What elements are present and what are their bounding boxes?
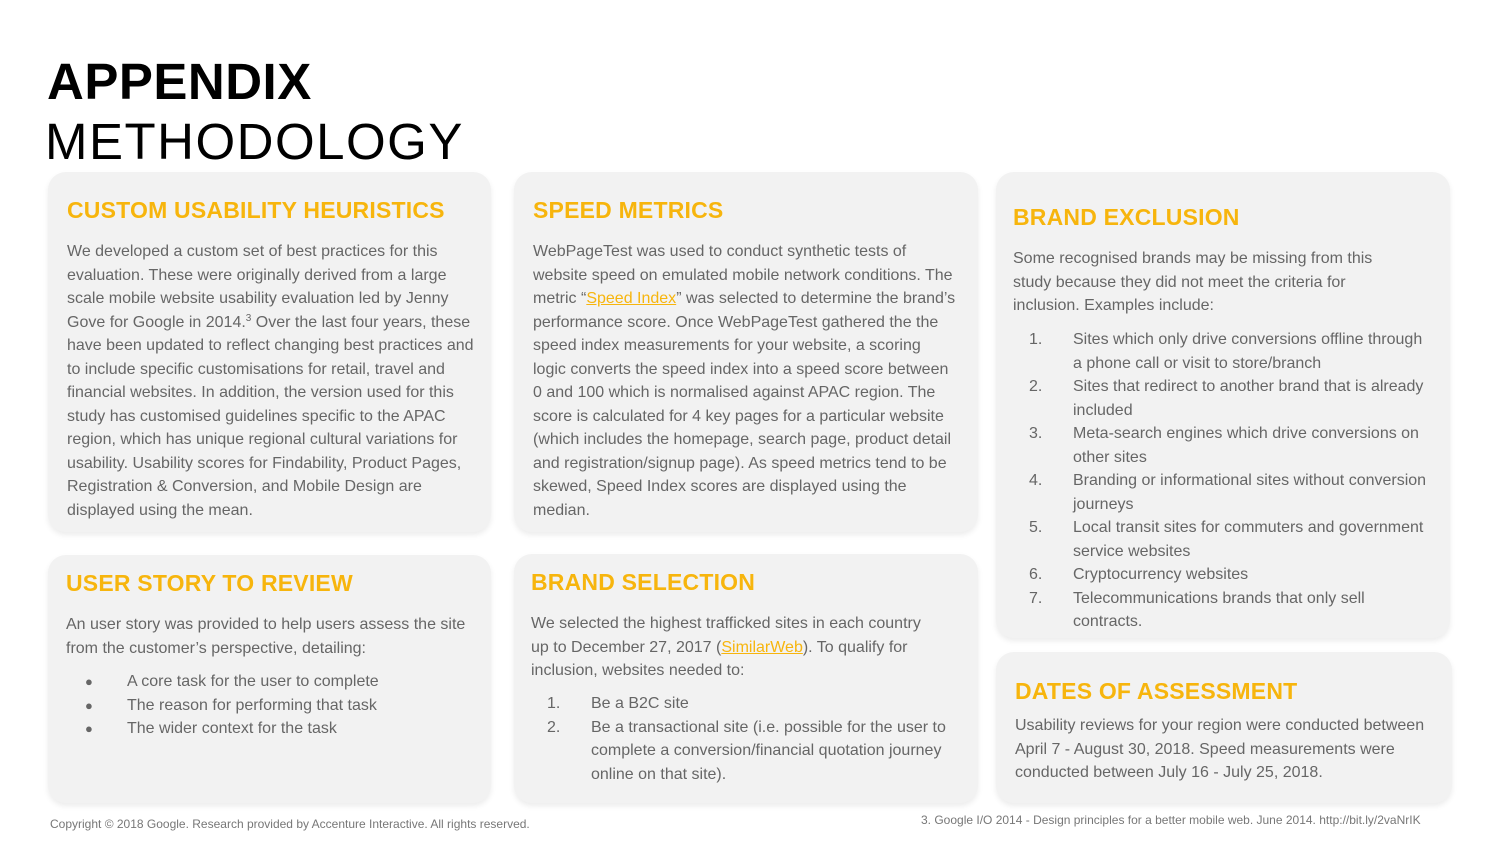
speed-metrics-text (533, 240, 958, 522)
speed-text-b: ” was selected to determine the brand’s performance score. Once WebPageTest gathered the the speed index measurements for your website, a scoring logic converts the speed index into a speed score between 0 and 100 which is normalised against APAC region. The score is calculated for 4 key pages for a particular website (which includes the homepage, search page, product detail and registration/signup page). As speed metrics tend to be skewed, Speed Index scores are displayed using the median. (533, 290, 956, 519)
dates-text: Usability reviews for your region were conducted between April 7 - August 30, 2018. Speed measurements were conducted between July 16 - July 25, 2018. (1015, 717, 1425, 781)
copyright: Copyright © 2018 Google. Research provided by Accenture Interactive. All rights reserved. (50, 817, 530, 831)
brand-exclusion-card (996, 172, 1450, 638)
heuristics-card (48, 172, 491, 532)
speed-metrics-card (514, 172, 978, 532)
list-item: 1. Sites which only drive conversions offline through a phone call or visit to store/branch (1029, 331, 1423, 372)
bullet-icon: ● (85, 697, 93, 713)
bullet-icon: ● (85, 721, 93, 736)
similarweb-link[interactable]: SimilarWeb (721, 638, 803, 656)
page-subtitle: METHODOLOGY (45, 113, 464, 170)
heuristics-text (67, 240, 477, 522)
brand-exclusion-list (1013, 328, 1433, 634)
list-item: ● The reason for performing that task (67, 694, 467, 718)
brand-exclusion-intro: Some recognised brands may be missing from this study because they did not meet the criteria for inclusion. Examples include: (1013, 250, 1373, 314)
list-item: 1. Be a B2C site (547, 695, 689, 712)
brand-selection-text: We selected the highest trafficked sites in each country up to December 27, 2017 (SimilarWeb). To qualify for inclusion, websites needed to: (531, 615, 921, 679)
heuristics-title: CUSTOM USABILITY HEURISTICS (67, 197, 445, 223)
footnote-ref: 3 (245, 312, 252, 324)
dates-card (996, 652, 1452, 803)
footnote: 3. Google I/O 2014 - Design principles for a better mobile web. June 2014. http://bit.ly/2vaNrIK (921, 813, 1421, 827)
list-item: 3. Meta-search engines which drive conversions on other sites (1029, 425, 1419, 466)
brand-exclusion-title: BRAND EXCLUSION (1013, 204, 1240, 230)
list-item: 7. Telecommunications brands that only sell contracts. (1029, 589, 1365, 630)
speed-text-a: WebPageTest was used to conduct synthetic tests of website speed on emulated mobile network conditions. The metric “ (533, 243, 953, 307)
user-story-title: USER STORY TO REVIEW (66, 570, 353, 596)
list-item: 5. Local transit sites for commuters and government service websites (1029, 519, 1424, 560)
list-item: 6. Cryptocurrency websites (1029, 566, 1249, 583)
user-story-card (48, 555, 491, 803)
heuristics-text-b: Over the last four years, these have been updated to reflect changing best practices and to include specific customisations for retail, travel and financial websites. In addition, the version used for this study has customised guidelines specific to the APAC region, which has unique regional cultural variations for usability. Usability scores for Findability, Product Pages, Registration & Conversion, and Mobile Design are displayed using the mean. (67, 313, 474, 519)
list-item: ● The wider context for the task (67, 717, 467, 741)
page-title: APPENDIX (47, 53, 312, 110)
user-story-intro: An user story was provided to help users assess the site from the customer’s perspective, detailing: (66, 616, 466, 657)
heuristics-text-a: We developed a custom set of best practices for this evaluation. These were originally derived from a large scale mobile website usability evaluation led by Jenny Gove for Google in 2014. (67, 243, 449, 331)
list-item: 2. Sites that redirect to another brand that is already included (1029, 378, 1424, 419)
speed-metrics-title: SPEED METRICS (533, 197, 724, 223)
user-story-list (67, 670, 467, 741)
dates-title: DATES OF ASSESSMENT (1015, 678, 1298, 704)
list-item: 4. Branding or informational sites without conversion journeys (1029, 472, 1427, 513)
brand-selection-title: BRAND SELECTION (531, 569, 756, 595)
bullet-icon: ● (85, 674, 93, 689)
brand-selection-card (514, 554, 978, 803)
speed-index-link[interactable]: Speed Index (586, 290, 677, 307)
list-item: 2. Be a transactional site (i.e. possible for the user to complete a conversion/financial quotation journey online on that site). (547, 718, 946, 783)
brand-selection-list (531, 692, 951, 786)
list-item: ● A core task for the user to complete (67, 670, 467, 694)
